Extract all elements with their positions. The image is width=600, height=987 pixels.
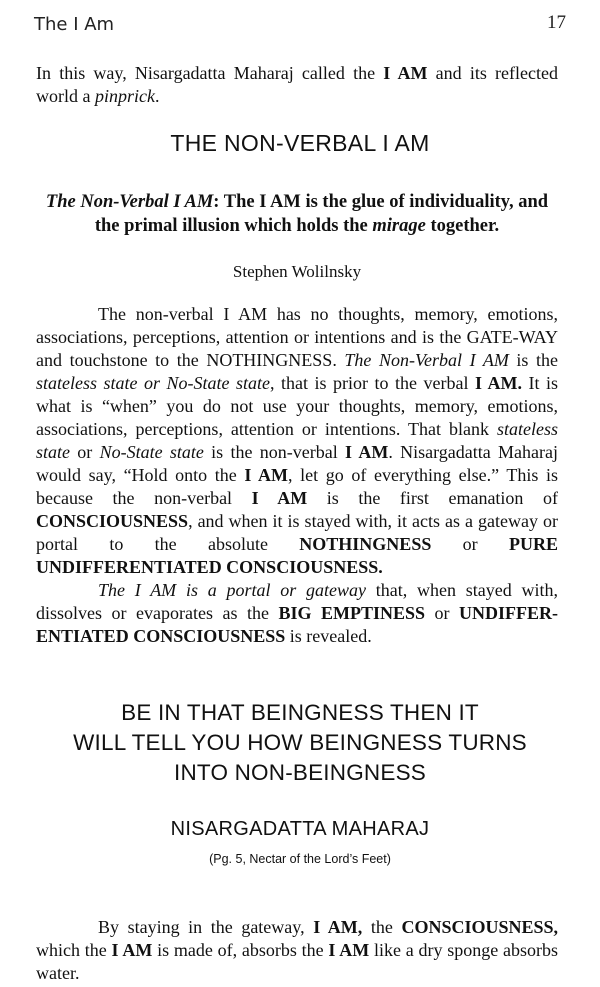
- italic-run: The I AM is a portal or gateway: [98, 580, 366, 600]
- bold-run: CONSCIOUSNESS: [36, 511, 189, 531]
- text-run: is the first emanation of: [307, 488, 558, 508]
- italic-run: mirage: [372, 216, 426, 236]
- bold-run: I AM,: [313, 917, 363, 937]
- body-section: [36, 303, 558, 648]
- text-run: is the: [508, 350, 558, 370]
- text-run: and its reflected world a: [36, 63, 559, 106]
- text-run: the: [362, 917, 402, 937]
- pull-quote-line: WILL TELL YOU HOW BEINGNESS TURNS: [73, 730, 527, 755]
- italic-run: pinprick: [94, 86, 155, 106]
- text-run: . Nisargadatta Maharaj would say, “Hold onto the: [36, 442, 558, 485]
- text-run: together.: [425, 216, 500, 236]
- text-run: , let go of everything else.” This is because the non-verbal: [36, 465, 559, 508]
- italic-run: The Non-Verbal I AM: [344, 350, 509, 370]
- epigraph-author: Stephen Wolilnsky: [232, 262, 362, 281]
- running-header: [34, 10, 566, 38]
- text-run: or: [70, 442, 100, 462]
- bold-run: I AM: [328, 940, 370, 960]
- pull-quote-line: BE IN THAT BEINGNESS THEN IT: [121, 700, 479, 725]
- text-run: By staying in the gateway,: [98, 917, 314, 937]
- bold-run: I AM: [244, 465, 289, 485]
- text-run: : The I AM is the glue of individuality, and the primal illusion which holds the: [94, 192, 549, 236]
- text-run: It is what is “when” you do not use your thoughts, memory, emotions, associations, perceptions, attention or intentions. That blank: [36, 373, 559, 439]
- intro-paragraph: [36, 62, 558, 108]
- italic-run: No-State state: [99, 442, 204, 462]
- italic-run: The Non-Verbal I AM: [45, 192, 214, 212]
- pull-quote-line: INTO NON-BEINGNESS: [174, 760, 426, 785]
- text-run: like a dry sponge absorbs water.: [36, 940, 559, 983]
- bold-run: I AM.: [474, 373, 522, 393]
- text-run: The non-verbal I AM has no thoughts, memory, emotions, associations, perceptions, attention or intentions and is the GATE-WAY and touchstone to the NOTHINGNESS.: [36, 304, 558, 370]
- bold-run: I AM: [345, 442, 389, 462]
- paragraph-2: [36, 579, 558, 648]
- text-run: is the non-verbal: [203, 442, 346, 462]
- epigraph-quote: [36, 190, 558, 238]
- bold-run: PURE UNDIFFERENTIATED CONSCIOUSNESS.: [36, 534, 558, 577]
- pull-quote-citation: (Pg. 5, Nectar of the Lord’s Feet): [209, 852, 391, 866]
- bold-run: CONSCIOUSNESS,: [401, 917, 559, 937]
- page-number: 17: [547, 12, 566, 33]
- text-run: .: [154, 86, 160, 106]
- section-heading: THE NON-VERBAL I AM: [170, 130, 430, 156]
- running-title: The I Am: [34, 14, 115, 35]
- italic-run: stateless state: [36, 419, 558, 462]
- bold-run: UNDIFFER-ENTIATED CONSCIOUSNESS: [36, 603, 558, 646]
- text-run: or: [431, 534, 509, 554]
- pull-quote-author: NISARGADATTA MAHARAJ: [170, 818, 430, 840]
- bold-run: I AM: [111, 940, 153, 960]
- text-run: In this way, Nisargadatta Maharaj called the: [36, 63, 384, 83]
- text-run: or: [425, 603, 459, 623]
- text-run: which the: [36, 940, 112, 960]
- text-run: , and when it is stayed with, it acts as a gateway or portal to the absolute: [36, 511, 558, 554]
- text-run: is revealed.: [285, 626, 372, 646]
- bold-run: I AM: [251, 488, 308, 508]
- paragraph-1: [36, 303, 558, 579]
- pull-quote: [0, 698, 600, 788]
- text-run: that, when stayed with, dissolves or evaporates as the: [36, 580, 558, 623]
- paragraph-3: [36, 916, 558, 985]
- text-run: is made of, absorbs the: [152, 940, 329, 960]
- bold-run: I AM: [383, 63, 428, 83]
- bold-run: NOTHINGNESS: [299, 534, 432, 554]
- bold-run: BIG EMPTINESS: [278, 603, 425, 623]
- italic-run: stateless state or No-State state: [36, 373, 270, 393]
- text-run: , that is prior to the verbal: [270, 373, 475, 393]
